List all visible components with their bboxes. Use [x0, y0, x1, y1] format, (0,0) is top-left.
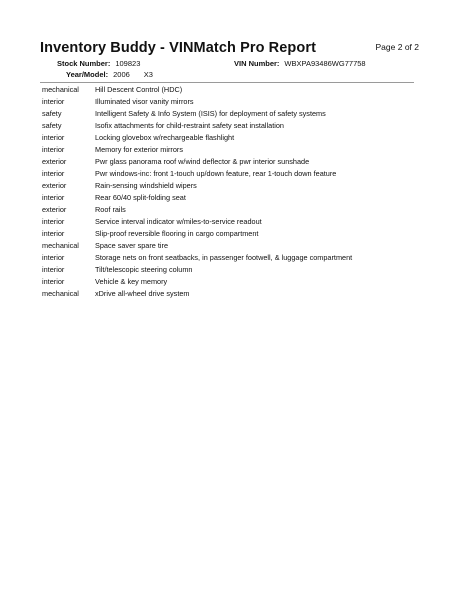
- feature-row: [40, 276, 420, 288]
- feature-category: interior: [42, 265, 65, 274]
- feature-description: Intelligent Safety & Info System (ISIS) for deployment of safety systems: [95, 109, 326, 118]
- feature-category: safety: [42, 109, 62, 118]
- feature-category: interior: [42, 145, 65, 154]
- vin-number-value: WBXPA93486WG77758: [284, 59, 366, 68]
- year-model-label: Year/Model:: [66, 70, 109, 79]
- report-title: Inventory Buddy - VINMatch Pro Report: [40, 40, 316, 56]
- feature-row: [40, 216, 420, 228]
- feature-description: Illuminated visor vanity mirrors: [95, 97, 194, 106]
- feature-description: Storage nets on front seatbacks, in passenger footwell, & luggage compartment: [95, 253, 353, 262]
- feature-category: interior: [42, 133, 65, 142]
- feature-description: Memory for exterior mirrors: [95, 145, 183, 154]
- feature-description: Slip-proof reversible flooring in cargo compartment: [95, 229, 259, 238]
- feature-description: Vehicle & key memory: [95, 277, 168, 286]
- feature-category: interior: [42, 229, 65, 238]
- feature-row: [40, 132, 420, 144]
- feature-category: interior: [42, 193, 65, 202]
- feature-category: mechanical: [42, 241, 79, 250]
- feature-category: exterior: [42, 205, 67, 214]
- feature-category: exterior: [42, 181, 67, 190]
- feature-row: [40, 288, 420, 300]
- feature-row: [40, 192, 420, 204]
- page-number: Page 2 of 2: [375, 42, 419, 52]
- year-model-field: [66, 70, 153, 79]
- feature-category: interior: [42, 253, 65, 262]
- feature-row: [40, 168, 420, 180]
- feature-category: interior: [42, 217, 65, 226]
- feature-description: Pwr glass panorama roof w/wind deflector & pwr interior sunshade: [95, 157, 310, 166]
- feature-description: Space saver spare tire: [95, 241, 169, 250]
- feature-row: [40, 180, 420, 192]
- feature-category: mechanical: [42, 289, 79, 298]
- feature-row: [40, 228, 420, 240]
- feature-description: Service interval indicator w/miles-to-service readout: [95, 217, 262, 226]
- feature-description: Locking glovebox w/rechargeable flashlight: [95, 133, 235, 142]
- vin-number-label: VIN Number:: [234, 59, 280, 68]
- feature-row: [40, 252, 420, 264]
- feature-description: Roof rails: [95, 205, 126, 214]
- stock-number-label: Stock Number:: [57, 59, 111, 68]
- feature-category: interior: [42, 97, 65, 106]
- feature-description: Hill Descent Control (HDC): [95, 85, 183, 94]
- feature-row: [40, 84, 420, 96]
- year-value: 2006: [113, 70, 130, 79]
- feature-list: [40, 84, 420, 300]
- feature-category: interior: [42, 277, 65, 286]
- feature-category: safety: [42, 121, 62, 130]
- feature-description: Rain-sensing windshield wipers: [95, 181, 197, 190]
- feature-description: Rear 60/40 split-folding seat: [95, 193, 186, 202]
- feature-row: [40, 156, 420, 168]
- feature-category: mechanical: [42, 85, 79, 94]
- feature-row: [40, 240, 420, 252]
- feature-category: interior: [42, 169, 65, 178]
- feature-description: Isofix attachments for child-restraint safety seat installation: [95, 121, 284, 130]
- model-value: X3: [143, 70, 153, 79]
- feature-description: xDrive all-wheel drive system: [95, 289, 190, 298]
- feature-row: [40, 120, 420, 132]
- stock-number-field: [57, 59, 140, 68]
- stock-number-value: 109823: [115, 59, 141, 68]
- feature-description: Pwr windows-inc: front 1-touch up/down feature, rear 1-touch down feature: [95, 169, 337, 178]
- vin-number-field: [234, 59, 366, 68]
- feature-row: [40, 144, 420, 156]
- feature-row: [40, 264, 420, 276]
- feature-row: [40, 96, 420, 108]
- feature-category: exterior: [42, 157, 67, 166]
- header-divider: [40, 82, 414, 83]
- feature-description: Tilt/telescopic steering column: [95, 265, 193, 274]
- feature-row: [40, 204, 420, 216]
- feature-row: [40, 108, 420, 120]
